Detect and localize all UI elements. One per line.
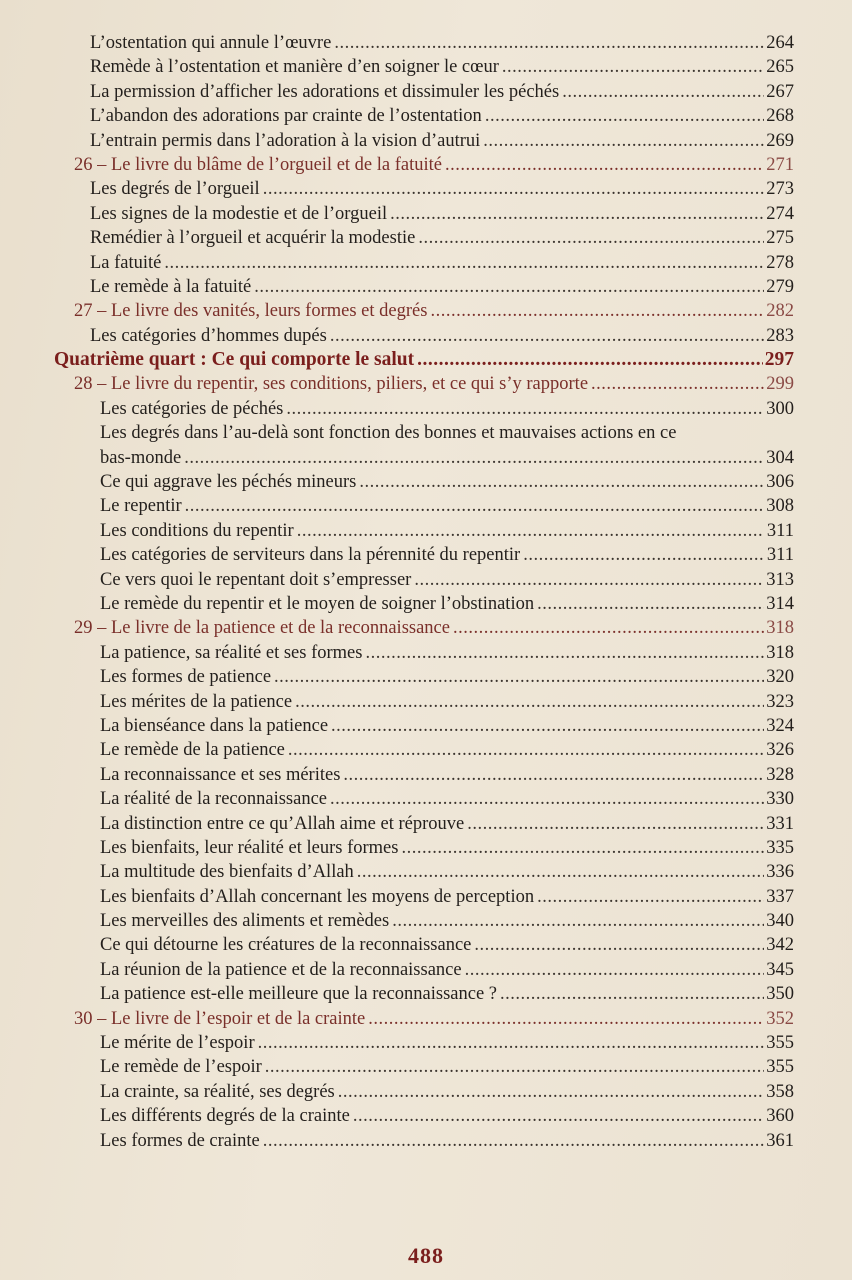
toc-entry-title: Les mérites de la patience xyxy=(100,691,293,712)
leader-dots xyxy=(500,982,764,1006)
toc-entry-title: Le mérite de l’espoir xyxy=(100,1033,255,1054)
toc-entry-title: Les formes de patience xyxy=(100,667,272,688)
toc-entry-page: 311 xyxy=(766,520,794,541)
toc-entry xyxy=(0,226,852,250)
toc-entry xyxy=(0,1129,852,1153)
toc-book-title: 28 – Le livre du repentir, ses conditions, piliers, et ce qui s’y rapporte xyxy=(74,374,589,395)
leader-dots xyxy=(288,738,764,762)
toc-entry-page: 283 xyxy=(766,325,794,346)
toc-entry xyxy=(0,592,852,616)
leader-dots xyxy=(286,397,764,421)
toc-book-heading xyxy=(0,299,852,323)
leader-dots xyxy=(357,860,764,884)
leader-dots xyxy=(263,1129,764,1153)
toc-entry xyxy=(0,543,852,567)
leader-dots xyxy=(483,129,764,153)
toc-entry-page: 337 xyxy=(766,886,794,907)
leader-dots xyxy=(338,1080,764,1104)
leader-dots xyxy=(485,104,764,128)
toc-book-page: 271 xyxy=(766,154,794,175)
toc-entry xyxy=(0,446,852,470)
toc-entry-page: 358 xyxy=(766,1081,794,1102)
leader-dots xyxy=(343,763,764,787)
toc-entry xyxy=(0,104,852,128)
toc-entry-page: 269 xyxy=(766,130,794,151)
toc-book-title: 27 – Le livre des vanités, leurs formes et degrés xyxy=(74,301,428,322)
toc-entry xyxy=(0,812,852,836)
leader-dots xyxy=(430,299,764,323)
page-number: 488 xyxy=(408,1243,444,1268)
toc-part-title: Quatrième quart : Ce qui comporte le salut xyxy=(54,349,415,371)
toc-entry xyxy=(0,55,852,79)
toc-entry-title: Le remède de la patience xyxy=(100,740,285,761)
leader-dots xyxy=(258,1031,764,1055)
toc-entry-title: La bienséance dans la patience xyxy=(100,715,329,736)
leader-dots xyxy=(359,470,764,494)
toc-entry-title-continued: bas-monde xyxy=(100,447,182,468)
leader-dots xyxy=(467,812,764,836)
toc-entry-title: La fatuité xyxy=(90,252,162,273)
toc-entry-title: Le repentir xyxy=(100,496,182,517)
toc-entry xyxy=(0,982,852,1006)
toc-part-heading xyxy=(0,348,852,372)
toc-entry-title: L’ostentation qui annule l’œuvre xyxy=(90,33,332,53)
leader-dots xyxy=(330,324,764,348)
toc-entry xyxy=(0,641,852,665)
toc-entry-title: Les degrés dans l’au-delà sont fonction des bonnes et mauvaises actions en ce xyxy=(100,423,677,444)
toc-entry-title: La réalité de la reconnaissance xyxy=(100,789,328,810)
toc-entry-page: 331 xyxy=(766,813,794,834)
toc-entry-title: Le remède du repentir et le moyen de soigner l’obstination xyxy=(100,593,535,614)
toc-entry-page: 267 xyxy=(766,81,794,102)
toc-entry-page: 300 xyxy=(766,398,794,419)
leader-dots xyxy=(453,616,764,640)
toc-entry-title: Remède à l’ostentation et manière d’en soigner le cœur xyxy=(90,57,499,78)
leader-dots xyxy=(390,202,764,226)
toc-entry-title: Ce qui détourne les créatures de la reconnaissance xyxy=(100,935,472,956)
toc-entry-title: Les catégories de serviteurs dans la pérennité du repentir xyxy=(100,545,521,566)
leader-dots xyxy=(365,641,764,665)
toc-entry-title: Les bienfaits, leur réalité et leurs formes xyxy=(100,837,399,858)
leader-dots xyxy=(445,153,764,177)
toc-book-heading xyxy=(0,372,852,396)
toc-entry-page: 275 xyxy=(766,228,794,249)
toc-entry-page: 304 xyxy=(766,447,794,468)
toc-entry-title: La distinction entre ce qu’Allah aime et réprouve xyxy=(100,813,465,834)
leader-dots xyxy=(254,275,764,299)
toc-entry-title: Ce vers quoi le repentant doit s’empresser xyxy=(100,569,412,590)
leader-dots xyxy=(537,885,764,909)
toc-entry-title: La réunion de la patience et de la reconnaissance xyxy=(100,959,462,980)
toc-entry xyxy=(0,202,852,226)
toc-book-page: 299 xyxy=(766,374,794,395)
toc-entry-page: 279 xyxy=(766,276,794,297)
toc-entry xyxy=(0,787,852,811)
leader-dots xyxy=(164,251,764,275)
toc-entry-page: 314 xyxy=(766,593,794,614)
toc-entry-page: 308 xyxy=(766,496,794,517)
toc-entry xyxy=(0,31,852,55)
toc-entry xyxy=(0,690,852,714)
leader-dots xyxy=(295,690,764,714)
leader-dots xyxy=(414,568,764,592)
toc-book-title: 29 – Le livre de la patience et de la reconnaissance xyxy=(74,618,450,639)
toc-entry-page: 340 xyxy=(766,911,794,932)
toc-entry xyxy=(0,519,852,543)
leader-dots xyxy=(274,665,764,689)
leader-dots xyxy=(263,177,764,201)
toc-entry xyxy=(0,251,852,275)
toc-entry-page: 355 xyxy=(766,1057,794,1078)
toc-entry xyxy=(0,470,852,494)
toc-entry-title: L’abandon des adorations par crainte de l’ostentation xyxy=(90,106,482,127)
toc-entry-title: Les formes de crainte xyxy=(100,1130,260,1151)
toc-book-heading xyxy=(0,616,852,640)
toc-entry xyxy=(0,885,852,909)
toc-entry-page: 328 xyxy=(766,764,794,785)
toc-entry-page: 324 xyxy=(766,715,794,736)
toc-entry-page: 313 xyxy=(766,569,794,590)
toc-entry xyxy=(0,275,852,299)
leader-dots xyxy=(297,519,764,543)
toc-entry-title: Les catégories de péchés xyxy=(100,398,284,419)
leader-dots xyxy=(330,787,764,811)
toc-entry-title: Le remède à la fatuité xyxy=(90,276,252,297)
toc-book-title: 30 – Le livre de l’espoir et de la crainte xyxy=(74,1008,366,1029)
toc-entry-title: Les degrés de l’orgueil xyxy=(90,179,260,200)
toc-part-page: 297 xyxy=(764,349,794,371)
toc-entry-title: La permission d’afficher les adorations et dissimuler les péchés xyxy=(90,81,560,102)
toc-entry xyxy=(0,397,852,421)
toc-entry-page: 336 xyxy=(766,862,794,883)
leader-dots xyxy=(418,226,764,250)
leader-dots xyxy=(523,543,764,567)
toc-entry-page: 318 xyxy=(766,642,794,663)
leader-dots xyxy=(401,836,764,860)
toc-entry-title: La patience est-elle meilleure que la reconnaissance ? xyxy=(100,984,498,1005)
leader-dots xyxy=(591,372,764,396)
toc-entry-page: 323 xyxy=(766,691,794,712)
toc-entry-title: L’entrain permis dans l’adoration à la vision d’autrui xyxy=(90,130,481,151)
toc-entry-page: 326 xyxy=(766,740,794,761)
toc-entry-title: Les bienfaits d’Allah concernant les moyens de perception xyxy=(100,886,535,907)
leader-dots xyxy=(562,80,764,104)
toc-entry-page: 320 xyxy=(766,667,794,688)
toc-entry xyxy=(0,836,852,860)
toc-entry-page: 278 xyxy=(766,252,794,273)
leader-dots xyxy=(334,31,764,55)
leader-dots xyxy=(537,592,764,616)
leader-dots xyxy=(417,348,763,372)
toc-entry-title: Les catégories d’hommes dupés xyxy=(90,325,327,346)
toc-entry-title: Les signes de la modestie et de l’orgueil xyxy=(90,203,388,224)
leader-dots xyxy=(465,958,764,982)
toc-entry-wrapped-line xyxy=(0,421,852,445)
toc-entry xyxy=(0,958,852,982)
toc-entry-title: Les conditions du repentir xyxy=(100,520,294,541)
toc-entry xyxy=(0,1031,852,1055)
toc-entry-page: 306 xyxy=(766,472,794,493)
toc-entry xyxy=(0,80,852,104)
toc-entry-title: Remédier à l’orgueil et acquérir la modestie xyxy=(90,228,416,249)
toc-entry-title: Ce qui aggrave les péchés mineurs xyxy=(100,472,357,493)
toc-entry xyxy=(0,933,852,957)
toc-entry xyxy=(0,763,852,787)
leader-dots xyxy=(331,714,764,738)
toc-entry xyxy=(0,665,852,689)
table-of-contents xyxy=(0,31,852,1153)
toc-entry-page: 355 xyxy=(766,1033,794,1054)
toc-entry-page: 342 xyxy=(766,935,794,956)
toc-entry-title: Le remède de l’espoir xyxy=(100,1057,262,1078)
toc-entry-title: La patience, sa réalité et ses formes xyxy=(100,642,363,663)
toc-entry-title: La crainte, sa réalité, ses degrés xyxy=(100,1081,335,1102)
toc-entry-page: 350 xyxy=(766,984,794,1005)
toc-entry-page: 361 xyxy=(766,1130,794,1151)
toc-entry xyxy=(0,324,852,348)
toc-entry-page: 264 xyxy=(766,33,794,53)
leader-dots xyxy=(474,933,764,957)
leader-dots xyxy=(265,1055,764,1079)
toc-entry-page: 273 xyxy=(766,179,794,200)
toc-book-page: 352 xyxy=(766,1008,794,1029)
leader-dots xyxy=(184,446,764,470)
toc-entry-page: 274 xyxy=(766,203,794,224)
leader-dots xyxy=(185,494,764,518)
toc-entry-page: 360 xyxy=(766,1106,794,1127)
toc-entry xyxy=(0,129,852,153)
toc-entry xyxy=(0,177,852,201)
toc-entry xyxy=(0,568,852,592)
leader-dots xyxy=(392,909,764,933)
toc-entry xyxy=(0,1080,852,1104)
toc-entry-title: Les merveilles des aliments et remèdes xyxy=(100,911,390,932)
toc-book-page: 318 xyxy=(766,618,794,639)
toc-entry-page: 345 xyxy=(766,959,794,980)
toc-entry xyxy=(0,860,852,884)
toc-entry-page: 268 xyxy=(766,106,794,127)
leader-dots xyxy=(502,55,764,79)
toc-entry xyxy=(0,738,852,762)
toc-book-title: 26 – Le livre du blâme de l’orgueil et de la fatuité xyxy=(74,154,442,175)
leader-dots xyxy=(353,1104,764,1128)
toc-book-heading xyxy=(0,153,852,177)
toc-entry xyxy=(0,714,852,738)
toc-entry-page: 335 xyxy=(766,837,794,858)
toc-entry xyxy=(0,1055,852,1079)
toc-entry xyxy=(0,909,852,933)
toc-entry-title: La multitude des bienfaits d’Allah xyxy=(100,862,354,883)
leader-dots xyxy=(368,1007,764,1031)
toc-entry-title: Les différents degrés de la crainte xyxy=(100,1106,350,1127)
toc-entry xyxy=(0,494,852,518)
toc-entry xyxy=(0,1104,852,1128)
toc-entry-page: 265 xyxy=(766,57,794,78)
toc-book-page: 282 xyxy=(766,301,794,322)
toc-entry-page: 311 xyxy=(766,545,794,566)
toc-entry-title: La reconnaissance et ses mérites xyxy=(100,764,341,785)
toc-entry-page: 330 xyxy=(766,789,794,810)
toc-book-heading xyxy=(0,1007,852,1031)
